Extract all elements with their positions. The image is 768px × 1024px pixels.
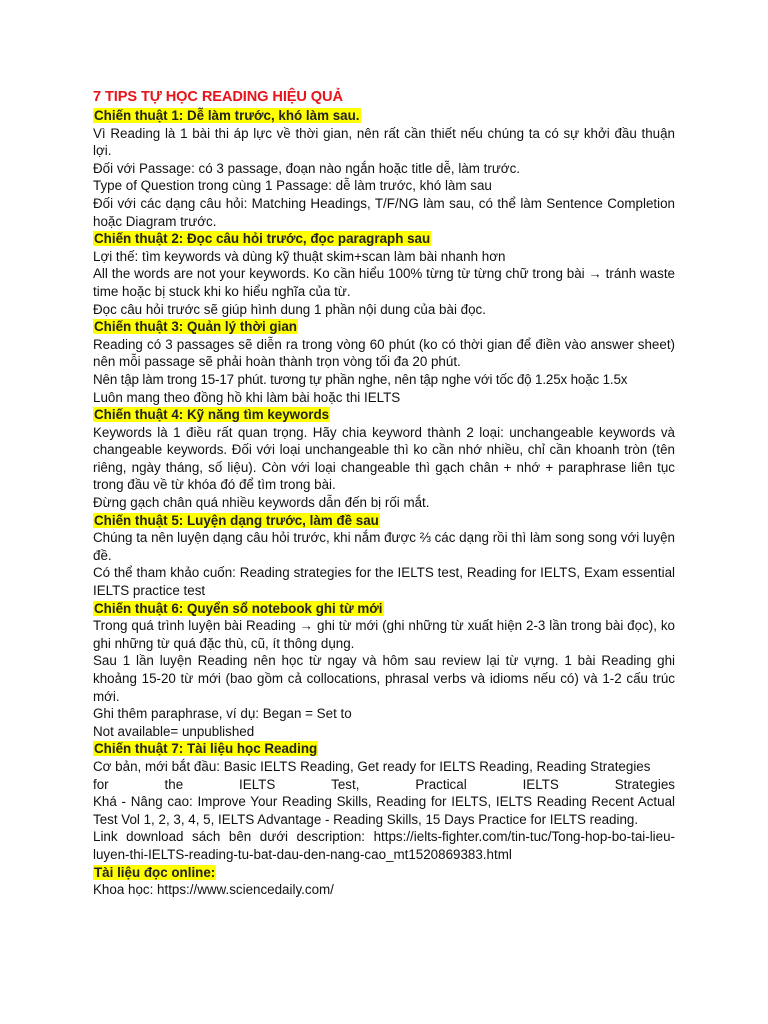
section-heading-6: Chiến thuật 6: Quyển sổ notebook ghi từ mới	[94, 600, 383, 616]
paragraph: All the words are not your keywords. Ko cần hiểu 100% từng từ từng chữ trong bài → tránh waste time hoặc bị stuck khi ko hiểu nghĩa của từ.	[93, 266, 675, 299]
section-heading-2: Chiến thuật 2: Đọc câu hỏi trước, đọc paragraph sau	[94, 231, 431, 247]
word: Strategies	[614, 776, 675, 792]
paragraph: Ghi thêm paraphrase, ví dụ: Began = Set to	[93, 706, 352, 722]
section-heading-3: Chiến thuật 3: Quản lý thời gian	[94, 319, 297, 335]
word: IELTS	[522, 776, 559, 792]
section-heading-1: Chiến thuật 1: Dễ làm trước, khó làm sau.	[94, 108, 360, 123]
word: IELTS	[239, 776, 276, 792]
paragraph: Đừng gạch chân quá nhiều keywords dẫn đến bị rối mắt.	[93, 495, 430, 511]
paragraph: Type of Question trong cùng 1 Passage: dễ làm trước, khó làm sau	[93, 178, 492, 194]
paragraph: Cơ bản, mới bắt đầu: Basic IELTS Reading, Get ready for IELTS Reading, Reading Strategies	[93, 758, 651, 774]
justified-line	[93, 776, 675, 794]
paragraph: Đọc câu hỏi trước sẽ giúp hình dung 1 phần nội dung của bài đọc.	[93, 301, 486, 317]
paragraph: Trong quá trình luyện bài Reading → ghi từ mới (ghi những từ xuất hiện 2-3 lần trong bài đọc), ko ghi những từ quá đặc thù, cũ, ít thông dụng.	[93, 618, 675, 651]
paragraph: Khoa học: https://www.sciencedaily.com/	[93, 882, 334, 898]
document-body	[93, 88, 675, 899]
paragraph: Sau 1 lần luyện Reading nên học từ ngay và hôm sau review lại từ vựng. 1 bài Reading ghi khoảng 15-20 từ mới (bao gồm cả collocations, phrasal verbs và idioms nếu có) và 1-2 cấu trúc mới.	[93, 653, 675, 704]
word: Practical	[415, 776, 467, 792]
paragraph: Lợi thế: tìm keywords và dùng kỹ thuật skim+scan làm bài nhanh hơn	[93, 248, 506, 264]
paragraph: Not available= unpublished	[93, 723, 255, 739]
paragraph: Nên tập làm trong 15-17 phút. tương tự phần nghe, nên tập nghe với tốc độ 1.25x hoặc 1.5x	[93, 371, 628, 387]
word: the	[164, 776, 184, 792]
paragraph: Keywords là 1 điều rất quan trọng. Hãy chia keyword thành 2 loại: unchangeable keywords và changeable keywords. Đối với loại unchangeable thì ko cần nhớ nhiều, chỉ cần khoanh tròn (tên riêng, ngày tháng, số liệu). Còn với loại changeable thì gạch chân + nhớ + paraphrase liên tục trong đầu về từ khóa đó để tìm trong bài.	[93, 424, 675, 493]
section-heading-7: Chiến thuật 7: Tài liệu học Reading	[94, 741, 318, 757]
paragraph: Reading có 3 passages sẽ diễn ra trong vòng 60 phút (ko có thời gian để điền vào answer sheet) nên mỗi passage sẽ phải hoàn thành trọn vòng tối đa 20 phút.	[93, 336, 675, 370]
section-heading-5: Chiến thuật 5: Luyện dạng trước, làm đề sau	[94, 512, 379, 528]
paragraph: Đối với các dạng câu hỏi: Matching Headings, T/F/NG làm sau, có thể làm Sentence Completion hoặc Diagram trước.	[93, 195, 675, 229]
paragraph: Vì Reading là 1 bài thi áp lực về thời gian, nên rất cần thiết nếu chúng ta có sự khởi đầu thuận lợi.	[93, 125, 675, 159]
paragraph: Có thể tham khảo cuốn: Reading strategies for the IELTS test, Reading for IELTS, Exam essential IELTS practice test	[93, 565, 675, 599]
document-title: 7 TIPS TỰ HỌC READING HIỆU QUẢ	[93, 89, 343, 105]
paragraph: Link download sách bên dưới description: https://ielts-fighter.com/tin-tuc/Tong-hop-bo-tai-lieu-luyen-thi-IELTS-reading-tu-bat-dau-den-nang-cao_mt1520869383.html	[93, 829, 675, 862]
paragraph: Khá - Nâng cao: Improve Your Reading Skills, Reading for IELTS, IELTS Reading Recent Actual Test Vol 1, 2, 3, 4, 5, IELTS Advantage - Reading Skills, 15 Days Practice for IELTS reading.	[93, 794, 675, 827]
paragraph: Luôn mang theo đồng hồ khi làm bài hoặc thi IELTS	[93, 389, 401, 405]
word: for	[93, 776, 109, 792]
paragraph: Đối với Passage: có 3 passage, đoạn nào ngắn hoặc title dễ, làm trước.	[93, 160, 521, 176]
paragraph: Chúng ta nên luyện dạng câu hỏi trước, khi nắm được ⅔ các dạng rồi thì làm song song với luyện đề.	[93, 530, 675, 563]
word: Test,	[331, 776, 360, 792]
section-heading-4: Chiến thuật 4: Kỹ năng tìm keywords	[94, 407, 330, 423]
section-heading-8: Tài liệu đọc online:	[94, 864, 216, 880]
